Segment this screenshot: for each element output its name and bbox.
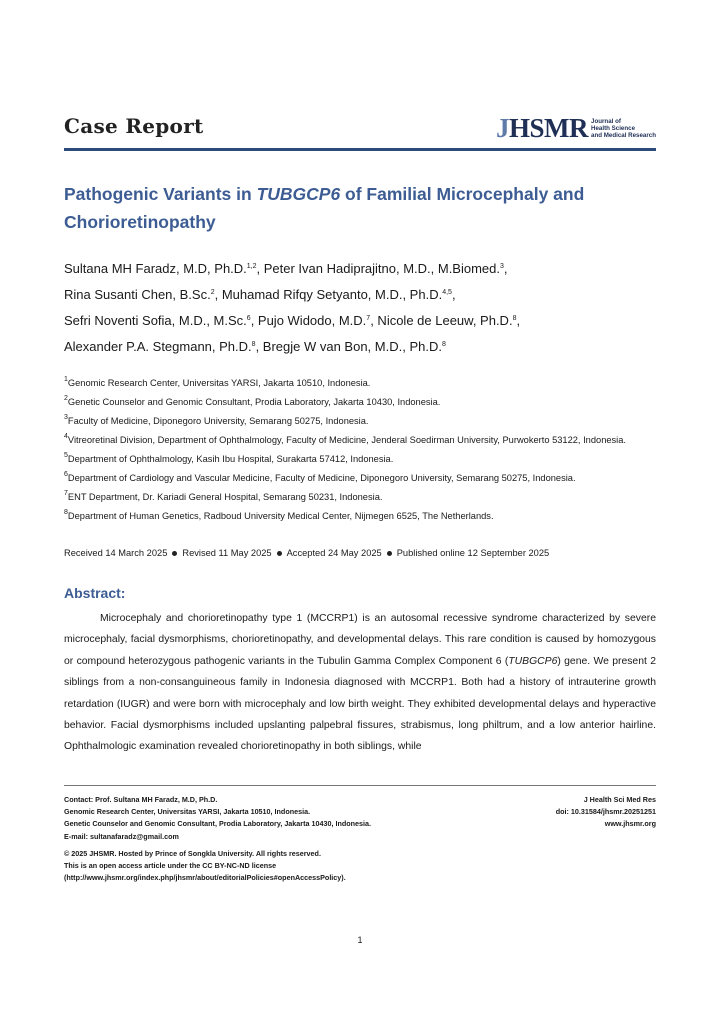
author-name: , Bregje W van Bon, M.D., Ph.D. <box>255 339 442 354</box>
affiliation-text: Department of Cardiology and Vascular Medicine, Faculty of Medicine, Diponegoro University, Semarang 50275, Indonesia. <box>67 473 576 483</box>
abstract-part: ) gene. We present 2 siblings from a non-consanguineous family in Indonesia diagnosed with MCCRP1. Both had a history of intrauterine growth retardation (IUGR) and were born with microcephaly and low birth weight. They exhibited developmental delays and hyperactive behavior. Facial dysmorphisms included upslanting palpebral fissures, strabismus, long philtrum, and a low anterior hairline. Ophthalmologic examination revealed chorioretinopathy in both siblings, while <box>64 655 656 753</box>
journal-website-link[interactable]: www.jhsmr.org <box>604 819 656 829</box>
affiliation-text: ENT Department, Dr. Kariadi General Hospital, Semarang 50231, Indonesia. <box>67 492 383 502</box>
affiliation-marker: 4,5 <box>442 289 452 296</box>
author-name: Alexander P.A. Stegmann, Ph.D. <box>64 339 252 354</box>
license-line: This is an open access article under the CC BY-NC-ND license <box>64 861 277 871</box>
author-name: , <box>516 313 521 328</box>
bullet-separator <box>277 551 282 556</box>
affiliation-marker: 8 <box>441 341 446 348</box>
author-list <box>64 256 664 360</box>
abstract-part: Microcephaly and chorioretinopathy type 1 (MCCRP1) is an autosomal recessive syndrome characterized by severe microcephaly, facial dysmorphisms, chorioretinopathy, and developmental delays. This rare condition is caused by homozygous or compound heterozygous pathogenic variants in the Tubulin Gamma Complex Component 6 ( <box>64 613 656 667</box>
author-name: Rina Susanti Chen, B.Sc. <box>64 287 211 302</box>
affiliation-item <box>64 469 660 488</box>
logo-subtitle <box>591 118 656 142</box>
author-name: , Nicole de Leeuw, Ph.D. <box>370 313 513 328</box>
logo-line: Journal of <box>591 118 621 125</box>
affiliation-item <box>64 412 660 431</box>
affiliation-text: Vitreoretinal Division, Department of Ophthalmology, Faculty of Medicine, Jenderal Soedirman University, Purwokerto 53122, Indonesia. <box>67 435 626 445</box>
copyright-block <box>64 848 484 885</box>
affiliation-number: 3 <box>64 414 68 421</box>
copyright-line: © 2025 JHSMR. Hosted by Prince of Songkla University. All rights reserved. <box>64 849 321 858</box>
journal-name: J Health Sci Med Res <box>583 795 656 804</box>
contact-name-line <box>64 794 484 806</box>
affiliation-text: Department of Human Genetics, Radboud University Medical Center, Nijmegen 6525, The Netherlands. <box>67 511 494 521</box>
title-text: of Familial Microcephaly and <box>340 184 585 204</box>
logo-line: and Medical Research <box>591 132 656 139</box>
affiliation-item <box>64 374 660 393</box>
article-title <box>64 180 664 236</box>
affiliation-text: Faculty of Medicine, Diponegoro University, Semarang 50275, Indonesia. <box>67 416 369 426</box>
affiliation-text: Genetic Counselor and Genomic Consultant, Prodia Laboratory, Jakarta 10430, Indonesia. <box>67 397 441 407</box>
contact-block <box>64 794 484 843</box>
abstract-gene: TUBGCP6 <box>508 655 558 667</box>
affiliation-marker: 8 <box>251 341 256 348</box>
section-label: Case Report <box>64 114 204 138</box>
author-name: , Pujo Widodo, M.D. <box>250 313 367 328</box>
affiliation-text: Genomic Research Center, Universitas YARSI, Jakarta 10510, Indonesia. <box>67 378 371 388</box>
logo-line: Health Science <box>591 125 636 132</box>
journal-logo <box>496 110 656 142</box>
bullet-separator <box>387 551 392 556</box>
date-item: Received 14 March 2025 <box>64 548 168 558</box>
author-name: Sultana MH Faradz, M.D, Ph.D. <box>64 261 247 276</box>
affiliation-marker: 8 <box>512 315 517 322</box>
date-item: Accepted 24 May 2025 <box>286 548 382 558</box>
logo-letter-j: J <box>496 113 509 143</box>
logo-letters: HSMR <box>509 113 588 143</box>
author-name: , Peter Ivan Hadiprajitno, M.D., M.Biomed. <box>256 261 500 276</box>
affiliation-item <box>64 393 660 412</box>
author-name: , <box>451 287 456 302</box>
title-text: Chorioretinopathy <box>64 212 216 232</box>
affiliation-marker: 3 <box>500 263 504 270</box>
contact-line: Genomic Research Center, Universitas YARSI, Jakarta 10510, Indonesia. <box>64 807 311 817</box>
footer-divider <box>64 785 656 786</box>
affiliation-list <box>64 374 660 526</box>
affiliation-number: 7 <box>64 490 68 497</box>
page-header <box>64 108 656 152</box>
affiliation-number: 2 <box>64 395 68 402</box>
affiliation-item <box>64 450 660 469</box>
author-name: , Muhamad Rifqy Setyanto, M.D., Ph.D. <box>214 287 443 302</box>
affiliation-item <box>64 488 660 507</box>
author-line <box>64 256 664 282</box>
author-line <box>64 308 664 334</box>
doi-link[interactable]: doi: 10.31584/jhsmr.20251251 <box>555 807 656 817</box>
date-item: Revised 11 May 2025 <box>182 548 272 558</box>
author-name: Sefri Noventi Sofia, M.D., M.Sc. <box>64 313 247 328</box>
license-link[interactable]: (http://www.jhsmr.org/index.php/jhsmr/about/editorialPolicies#openAccessPolicy). <box>64 873 346 883</box>
abstract-heading: Abstract: <box>64 585 126 601</box>
affiliation-text: Department of Ophthalmology, Kasih Ibu Hospital, Surakarta 57412, Indonesia. <box>67 454 394 464</box>
affiliation-item <box>64 507 660 526</box>
journal-reference <box>556 794 656 831</box>
contact-line: Genetic Counselor and Genomic Consultant, Prodia Laboratory, Jakarta 10430, Indonesia. <box>64 819 372 829</box>
contact-name: Prof. Sultana MH Faradz, M.D, Ph.D. <box>93 795 218 804</box>
affiliation-marker: 2 <box>210 289 215 296</box>
article-dates <box>64 548 660 558</box>
title-gene: TUBGCP6 <box>256 184 341 204</box>
affiliation-marker: 7 <box>366 315 371 322</box>
title-text: Pathogenic Variants in <box>64 184 257 204</box>
affiliation-number: 8 <box>64 509 68 516</box>
affiliation-number: 6 <box>64 471 68 478</box>
affiliation-number: 5 <box>64 452 68 459</box>
author-line <box>64 334 664 360</box>
header-divider <box>64 148 656 151</box>
abstract-text <box>64 608 656 758</box>
logo-wordmark <box>496 114 588 142</box>
contact-label: Contact: <box>64 795 94 804</box>
date-item: Published online 12 September 2025 <box>396 548 550 558</box>
affiliation-item <box>64 431 660 450</box>
affiliation-marker: 6 <box>246 315 251 322</box>
contact-email[interactable]: E-mail: sultanafaradz@gmail.com <box>64 831 179 841</box>
affiliation-number: 1 <box>64 376 68 383</box>
author-line <box>64 282 664 308</box>
affiliation-number: 4 <box>64 433 68 440</box>
page-number: 1 <box>357 935 363 945</box>
affiliation-marker: 1,2 <box>246 263 257 270</box>
author-name: , <box>503 261 508 276</box>
bullet-separator <box>172 551 177 556</box>
